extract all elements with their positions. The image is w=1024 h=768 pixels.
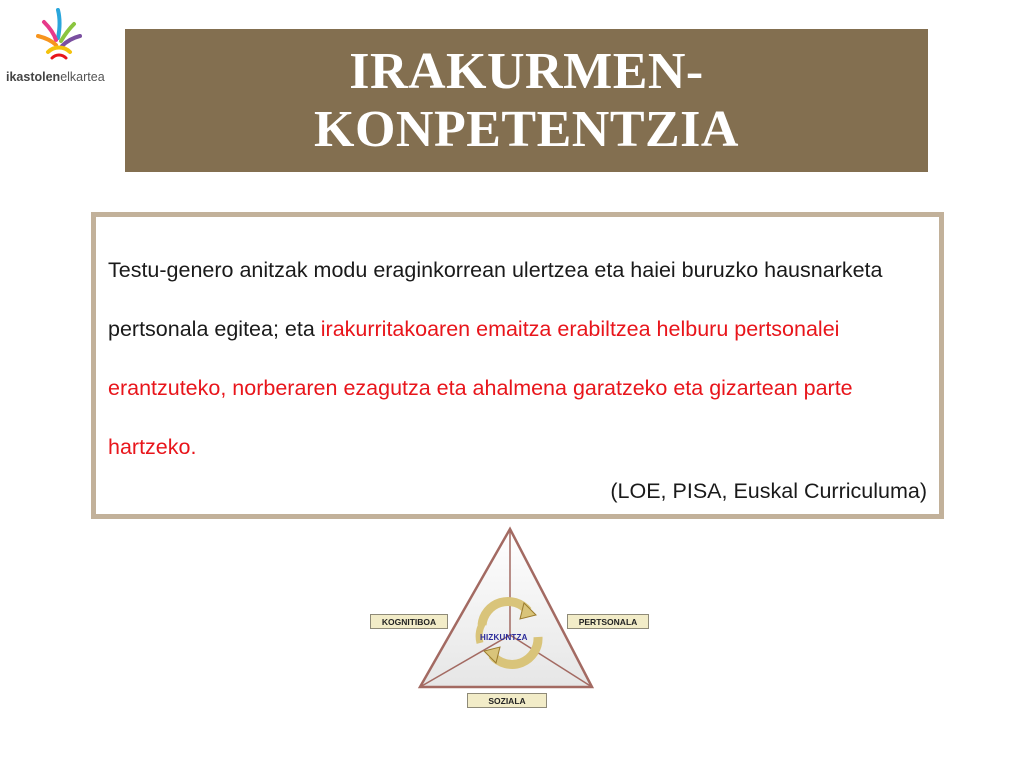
- logo-wordmark-light: elkartea: [60, 70, 105, 84]
- definition-source: (LOE, PISA, Euskal Curriculuma): [610, 479, 927, 503]
- page-title-line2: KONPETENTZIA: [314, 100, 739, 158]
- definition-highlighted-text: irakurritakoaren emaitza erabiltzea helburu pertsonalei erantzuteko, norberaren ezagutza eta ahalmena garatzeko eta gizartean parte hartzeko.: [108, 317, 853, 459]
- title-banner: [125, 29, 928, 172]
- definition-text: [108, 241, 928, 477]
- center-label: HIZKUNTZA: [480, 633, 528, 642]
- logo-wordmark-bold: ikastolen: [6, 70, 61, 84]
- right-label: PERTSONALA: [567, 614, 649, 629]
- page-title-line1: IRAKURMEN-: [349, 42, 704, 100]
- bottom-label: SOZIALA: [467, 693, 547, 708]
- competence-triangle-diagram: [360, 525, 660, 715]
- left-label: KOGNITIBOA: [370, 614, 448, 629]
- definition-box: [91, 212, 944, 519]
- ikastolen-elkartea-logo: [6, 8, 110, 88]
- logo-emblem-icon: [34, 8, 84, 66]
- page-title: [314, 43, 739, 159]
- logo-wordmark: [6, 70, 105, 84]
- definition-plain-text: Testu-genero anitzak modu eraginkorrean ulertzea eta haiei buruzko hausnarketa pertsonala egitea; eta: [108, 258, 883, 341]
